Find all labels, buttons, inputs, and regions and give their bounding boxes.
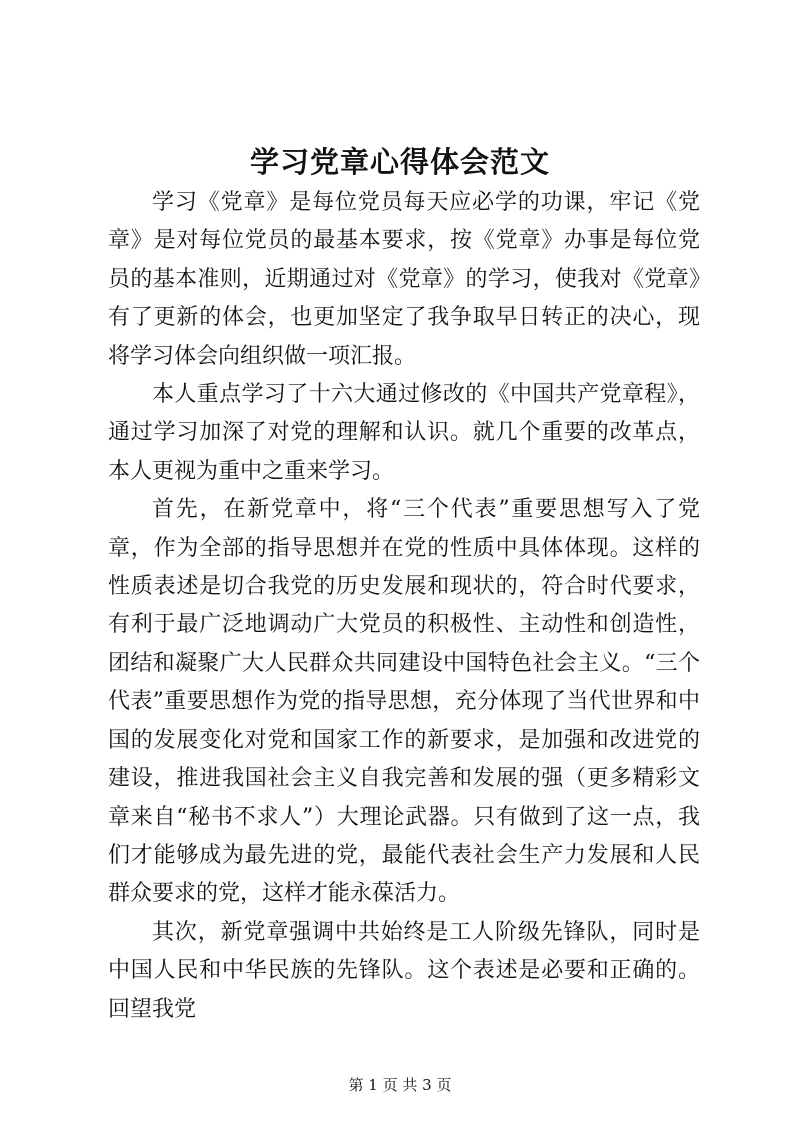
paragraph-3: 首先，在新党章中，将“三个代表”重要思想写入了党章，作为全部的指导思想并在党的性质中具体体现。这样的性质表述是切合我党的历史发展和现状的，符合时代要求，有利于最广泛地调动广大党员的积极性、主动性和创造性，团结和凝聚广大人民群众共同建设中国特色社会主义。“三个代表”重要思想作为党的指导思想，充分体现了当代世界和中国的发展变化对党和国家工作的新要求，是加强和改进党的建设，推进我国社会主义自我完善和发展的强（更多精彩文章来自“秘书不求人”）大理论武器。只有做到了这一点，我们才能够成为最先进的党，最能代表社会生产力发展和人民群众要求的党，这样才能永葆活力。 xyxy=(108,497,700,907)
document-title: 学习党章心得体会范文 xyxy=(249,145,550,179)
paragraph-2: 本人重点学习了十六大通过修改的《中国共产党章程》，通过学习加深了对党的理解和认识。就几个重要的改革点，本人更视为重中之重来学习。 xyxy=(108,382,700,484)
paragraph-4: 其次，新党章强调中共始终是工人阶级先锋队，同时是中国人民和中华民族的先锋队。这个表述是必要和正确的。回望我党 xyxy=(108,919,700,1022)
page-footer: 第 1 页 共 3 页 xyxy=(348,1076,452,1094)
paragraph-1: 学习《党章》是每位党员每天应必学的功课，牢记《党章》是对每位党员的最基本要求，按《党章》办事是每位党员的基本准则，近期通过对《党章》的学习，使我对《党章》有了更新的体会，也更加坚定了我争取早日转正的决心，现将学习体会向组织做一项汇报。 xyxy=(108,190,700,369)
document-body xyxy=(108,184,700,1029)
